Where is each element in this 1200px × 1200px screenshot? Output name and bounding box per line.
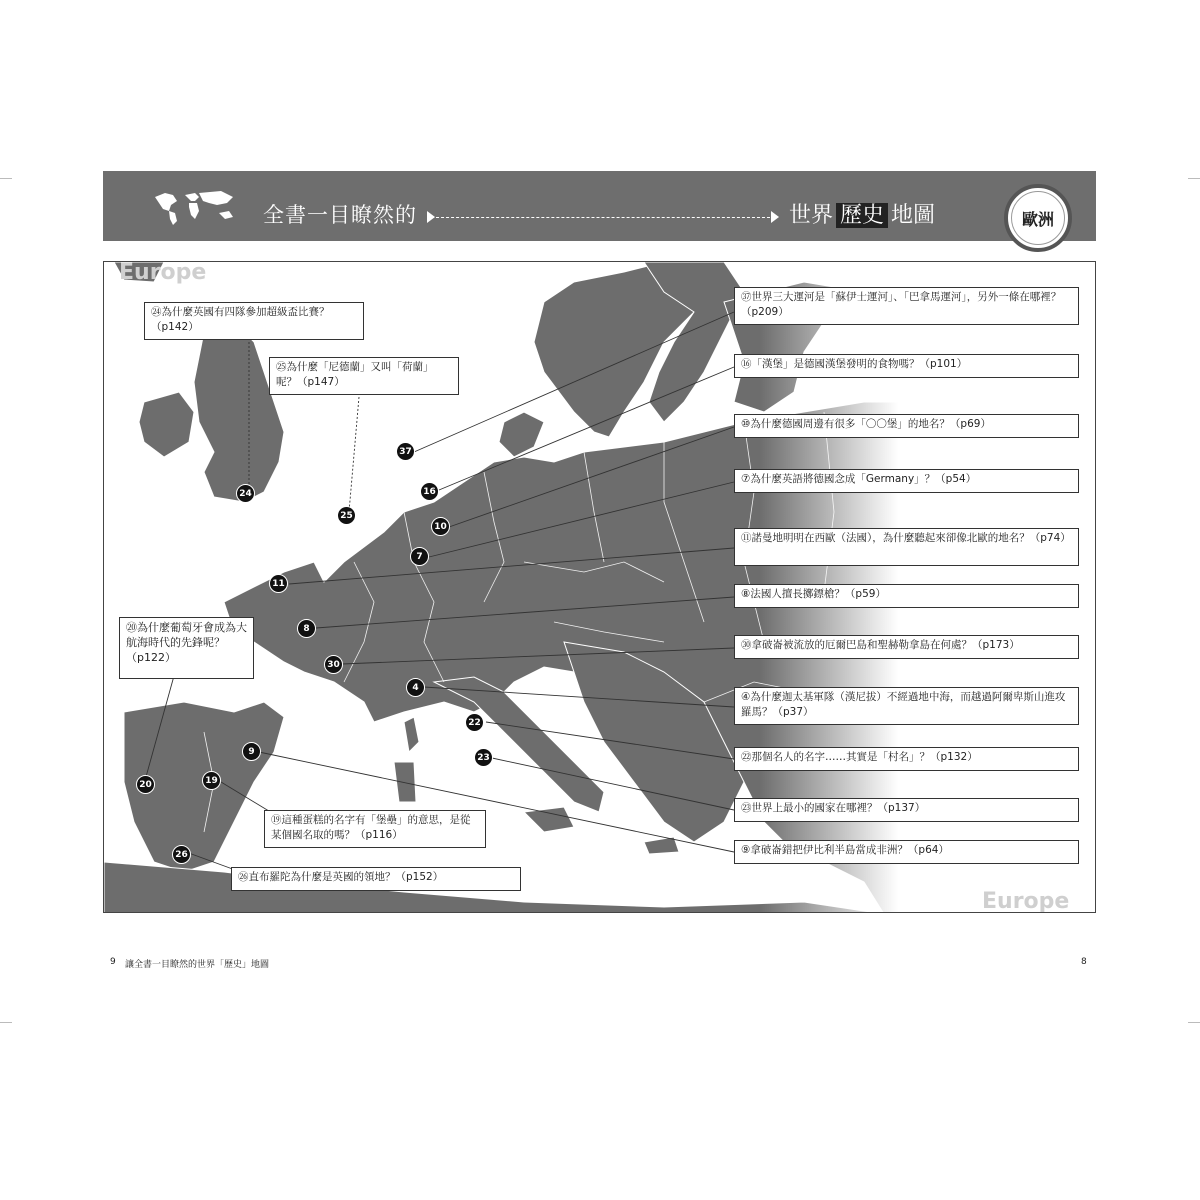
marker-30: 30 xyxy=(324,655,343,674)
callout-19: ⑲這種蛋糕的名字有「堡壘」的意思，是從某個國名取的嗎？（p116） xyxy=(264,810,486,848)
marker-10: 10 xyxy=(431,517,450,536)
marker-9: 9 xyxy=(242,742,261,761)
callout-24: ㉔為什麼英國有四隊參加超級盃比賽？（p142） xyxy=(144,302,364,340)
callout-25: ㉕為什麼「尼德蘭」又叫「荷蘭」呢？（p147） xyxy=(269,357,459,395)
marker-19: 19 xyxy=(202,771,221,790)
title-part2: 地圖 xyxy=(891,203,936,228)
callout-10: ⑩為什麼德國周邊有很多「〇〇堡」的地名？（p69） xyxy=(734,414,1079,438)
map-label-top: Europe xyxy=(119,261,207,285)
marker-24: 24 xyxy=(236,484,255,503)
marker-22: 22 xyxy=(465,713,484,732)
page-header xyxy=(103,171,1096,241)
marker-25: 25 xyxy=(337,506,356,525)
header-left-title: 全書一目瞭然的 xyxy=(263,203,417,227)
callout-8: ⑧法國人擅長擲鏢槍？（p59） xyxy=(734,584,1079,608)
europe-map xyxy=(103,261,1096,913)
marker-20: 20 xyxy=(136,775,155,794)
footer-right-page-number: 8 xyxy=(1081,957,1087,967)
callout-7: ⑦為什麼英語將德國念成「Germany」？（p54） xyxy=(734,469,1079,493)
title-highlight: 歷史 xyxy=(836,203,888,228)
title-part1: 世界 xyxy=(789,203,834,228)
callout-22: ㉒那個名人的名字……其實是「村名」？（p132） xyxy=(734,747,1079,771)
footer-left-text: 讓全書一目瞭然的世界「歷史」地圖 xyxy=(125,960,270,970)
callout-23: ㉓世界上最小的國家在哪裡？（p137） xyxy=(734,798,1079,822)
world-map-icon xyxy=(151,189,237,225)
callout-26: ㉖直布羅陀為什麼是英國的領地？（p152） xyxy=(231,867,521,891)
callout-9: ⑨拿破崙錯把伊比利半島當成非洲？（p64） xyxy=(734,840,1079,864)
marker-11: 11 xyxy=(269,574,288,593)
crop-mark xyxy=(1188,1022,1200,1023)
region-badge: 歐洲 xyxy=(1004,184,1072,252)
marker-8: 8 xyxy=(297,619,316,638)
callout-37: ㊲世界三大運河是「蘇伊士運河」、「巴拿馬運河」，另外一條在哪裡？（p209） xyxy=(734,287,1079,325)
footer-left-page-number: 9 xyxy=(110,957,116,967)
callout-30: ㉚拿破崙被流放的厄爾巴島和聖赫勒拿島在何處？（p173） xyxy=(734,635,1079,659)
header-title xyxy=(789,198,935,229)
marker-23: 23 xyxy=(474,748,493,767)
marker-7: 7 xyxy=(410,547,429,566)
crop-mark xyxy=(0,1022,12,1023)
callout-4: ④為什麼迦太基軍隊（漢尼拔）不經過地中海，而越過阿爾卑斯山進攻羅馬？（p37） xyxy=(734,687,1079,725)
marker-16: 16 xyxy=(420,482,439,501)
map-label-bottom: Europe xyxy=(982,889,1070,913)
callout-11: ⑪諾曼地明明在西歐（法國），為什麼聽起來卻像北歐的地名？（p74） xyxy=(734,528,1079,566)
dashed-arrow xyxy=(431,217,775,219)
marker-37: 37 xyxy=(396,442,415,461)
marker-4: 4 xyxy=(406,678,425,697)
crop-mark xyxy=(0,178,12,179)
callout-20: ⑳為什麼葡萄牙會成為大航海時代的先鋒呢？（p122） xyxy=(119,617,254,679)
crop-mark xyxy=(1188,178,1200,179)
callout-16: ⑯「漢堡」是德國漢堡發明的食物嗎？（p101） xyxy=(734,354,1079,378)
arrow-head-icon xyxy=(771,211,779,223)
marker-26: 26 xyxy=(172,845,191,864)
